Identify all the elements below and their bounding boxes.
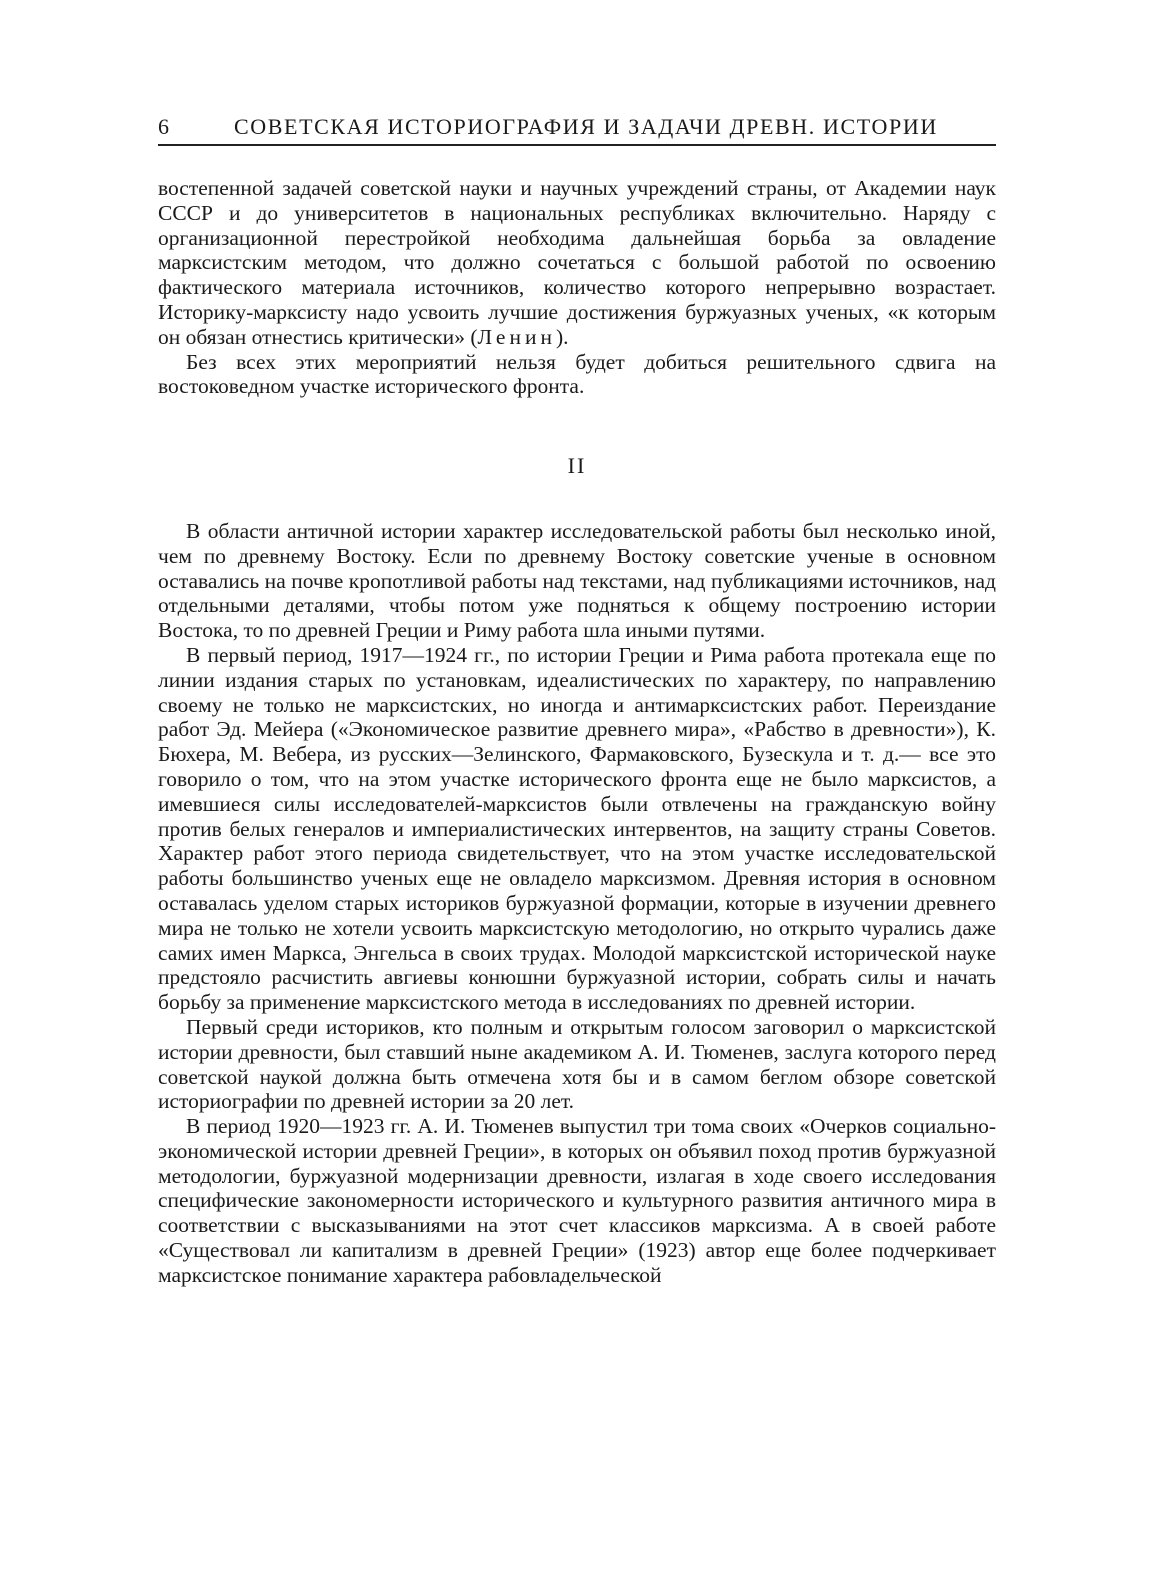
paragraph: Первый среди историков, кто полным и открытым голосом заговорил о марксистской истории древности, был ставший ныне академиком А. И. Тюменев, заслуга которого перед советской наукой должна быть отмечена хотя бы и в самом беглом обзоре советской историографии по древней истории за 20 лет. (158, 1014, 996, 1114)
author-name-spaced: Ленин (477, 324, 556, 349)
page-number: 6 (158, 114, 171, 139)
paragraph: В первый период, 1917—1924 гг., по истории Греции и Рима работа протекала еще по линии издания старых по установкам, идеалистических по характеру, по направлению своему не только не марксистских, но иногда и антимарксистских работ. Переиздание работ Эд. Мейера («Экономическое развитие древнего мира», «Рабство в древности»), К. Бюхера, М. Вебера, из русских—Зелинского, Фармаковского, Бузескула и т. д.— все это говорило о том, что на этом участке исторического фронта еще не было марксистов, а имевшиеся силы исследователей-марксистов были отвлечены на гражданскую войну против белых генералов и империалистических интервентов, на защиту страны Советов. Характер работ этого периода свидетельствует, что на этом участке исследовательской работы большинство ученых еще не овладело марксизмом. Древняя история в основном оставалась уделом старых историков буржуазной формации, которые в изучении древнего мира не только не хотели усвоить марксистскую методологию, но открыто чурались даже самих имен Маркса, Энгельса в своих трудах. Молодой марксистской исторической науке предстояло расчистить авгиевы конюшни буржуазной истории, собрать силы и начать борьбу за применение марксистского метода в исследованиях по древней истории. (158, 642, 996, 1015)
section-number: II (567, 453, 587, 479)
running-head-title: СОВЕТСКАЯ ИСТОРИОГРАФИЯ И ЗАДАЧИ ДРЕВН. ИСТОРИИ (234, 114, 938, 139)
paragraph: Без всех этих мероприятий нельзя будет добиться решительного сдвига на востоковедном участке исторического фронта. (158, 349, 996, 399)
running-head (158, 112, 996, 146)
paragraph: В период 1920—1923 гг. А. И. Тюменев выпустил три тома своих «Очерков социально-экономической истории древней Греции», в которых он объявил поход против буржуазной методологии, буржуазной модернизации древности, излагая в ходе своего исследования специфические закономерности исторического и культурного развития античного мира в соответствии с высказываниями на этот счет классиков марксизма. А в своей работе «Существовал ли капитализм в древней Греции» (1923) автор еще более подчеркивает марксистское понимание характера рабовладельческой (158, 1114, 996, 1287)
paragraph: В области античной истории характер исследовательской работы был несколько иной, чем по древнему Востоку. Если по древнему Востоку советские ученые в основном оставались на почве кропотливой работы над текстами, над публикациями источников, над отдельными деталями, чтобы потом уже подняться к общему построению истории Востока, то по древней Греции и Риму работа шла иными путями. (158, 518, 996, 643)
book-page (158, 112, 996, 1288)
paragraph-text: ). (555, 324, 569, 349)
paragraph (158, 176, 996, 350)
paragraph-text: востепенной задачей советской науки и научных учреждений страны, от Академии наук СССР и до университетов в национальных республиках включительно. Наряду с организационной перестройкой необходима дальнейшая борьба за овладение марксистским методом, что должно сочетаться с большой работой по освоению фактического материала источников, количество которого непрерывно возрастает. Историку-марксисту надо усвоить лучшие достижения буржуазных ученых, «к которым он обязан отнестись критически» ( (158, 176, 996, 349)
body-text (158, 176, 996, 1288)
